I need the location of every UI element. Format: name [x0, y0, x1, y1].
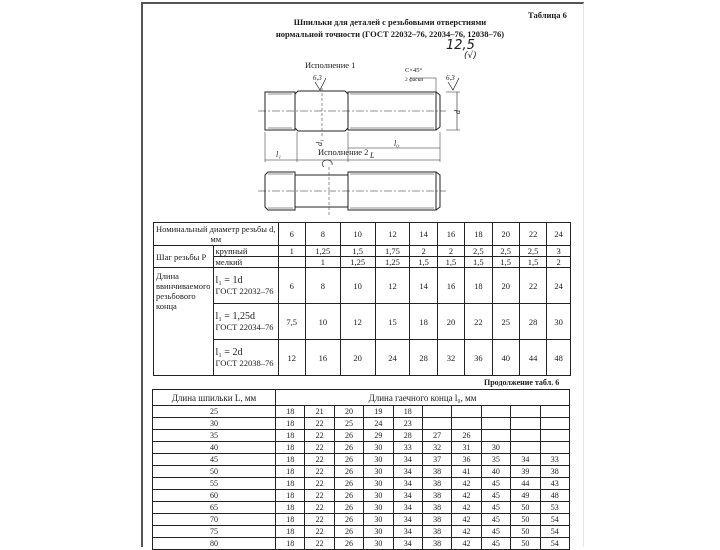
nut-end-length-cell: 54	[540, 514, 569, 526]
length-cell: 20	[340, 340, 375, 376]
nut-end-length-cell: 22	[305, 478, 334, 490]
dim-d-label: d	[453, 110, 462, 114]
nut-end-length-header: Длина гаечного конца l₀, мм	[276, 390, 570, 406]
roughness-check-icon: (√)	[464, 51, 477, 61]
nut-end-length-cell: 26	[334, 466, 363, 478]
nut-end-length-cell: 26	[334, 430, 363, 442]
length-cell: 10	[340, 268, 375, 304]
length-cell: 8	[305, 268, 340, 304]
stud-length-cell: 55	[153, 478, 276, 490]
diameter-cell: 18	[465, 223, 492, 246]
nut-end-length-cell: 34	[511, 454, 540, 466]
length-cell: 16	[305, 340, 340, 376]
diameter-cell: 20	[492, 223, 519, 246]
nut-end-length-cell: 30	[364, 514, 393, 526]
nut-end-length-cell: 38	[422, 514, 451, 526]
stud-length-cell: 45	[153, 454, 276, 466]
title-line-1: Шпильки для деталей с резьбовыми отверстиями	[293, 17, 487, 27]
table-row	[153, 514, 570, 526]
nut-end-length-cell: 42	[452, 514, 481, 526]
table-row	[153, 490, 570, 502]
gost-ref: ГОСТ 22032–76	[215, 285, 274, 296]
nut-end-length-cell	[511, 430, 540, 442]
nut-end-length-cell: 54	[540, 526, 569, 538]
nut-end-length-cell: 26	[452, 430, 481, 442]
diameter-cell: 6	[278, 223, 305, 246]
nut-end-length-cell: 18	[276, 418, 305, 430]
pitch-cell: 2	[547, 257, 571, 268]
nut-end-length-cell: 21	[305, 406, 334, 418]
nut-end-length-cell: 50	[511, 538, 540, 550]
nut-end-length-cell: 50	[511, 502, 540, 514]
nut-end-length-cell: 22	[305, 514, 334, 526]
length-cell: 36	[465, 340, 492, 376]
nut-end-length-cell: 18	[276, 502, 305, 514]
dim-d1-label: d₁	[315, 139, 324, 146]
nut-end-length-cell: 38	[422, 526, 451, 538]
length-cell: 16	[437, 268, 464, 304]
nut-end-length-cell: 34	[393, 526, 422, 538]
table-header-row	[153, 390, 570, 406]
nut-end-length-cell	[481, 418, 510, 430]
nut-end-length-cell	[481, 430, 510, 442]
nut-end-length-cell: 39	[511, 466, 540, 478]
nut-end-length-cell: 18	[276, 430, 305, 442]
pitch-cell: 1,75	[375, 246, 410, 257]
stud-length-cell: 50	[153, 466, 276, 478]
nut-end-length-cell: 18	[276, 538, 305, 550]
variant-1-label: Исполнение 1	[305, 60, 356, 70]
formula: l₁ = 1,25d	[215, 310, 255, 322]
nut-end-length-cell	[540, 442, 569, 454]
table-row	[154, 246, 571, 257]
length-cell: 12	[340, 304, 375, 340]
table-row	[154, 304, 571, 340]
nut-end-length-cell: 38	[422, 490, 451, 502]
surface-roughness-symbol	[446, 38, 477, 61]
nut-end-length-cell: 23	[393, 418, 422, 430]
nut-end-length-cell: 18	[393, 406, 422, 418]
nut-end-length-cell: 26	[334, 514, 363, 526]
pitch-cell: 3	[547, 246, 571, 257]
stud-length-cell: 30	[153, 418, 276, 430]
nut-end-length-cell: 42	[452, 538, 481, 550]
nut-end-length-cell: 45	[481, 538, 510, 550]
stud-length-cell: 75	[153, 526, 276, 538]
nut-end-length-cell: 30	[364, 466, 393, 478]
length-cell: 18	[410, 304, 437, 340]
nut-end-length-cell: 30	[481, 442, 510, 454]
pitch-cell: 1,5	[519, 257, 546, 268]
nut-end-length-cell: 30	[364, 490, 393, 502]
nut-end-length-cell: 27	[422, 430, 451, 442]
dim-L-label: L	[370, 151, 375, 160]
pitch-coarse-label: крупный	[213, 246, 278, 257]
table-row	[153, 478, 570, 490]
stud-drawing	[250, 60, 470, 220]
nut-end-length-cell: 33	[540, 454, 569, 466]
pitch-cell: 1,5	[465, 257, 492, 268]
nut-end-length-cell: 34	[393, 454, 422, 466]
pitch-cell: 2,5	[492, 246, 519, 257]
formula: l₁ = 1d	[215, 274, 243, 286]
length-cell: 20	[437, 304, 464, 340]
nut-end-length-cell: 45	[481, 502, 510, 514]
local-roughness-right: 6,3	[446, 74, 455, 82]
nut-end-length-cell: 37	[422, 454, 451, 466]
nut-end-length-cell	[481, 406, 510, 418]
nut-end-length-cell: 22	[305, 526, 334, 538]
length-cell: 20	[492, 268, 519, 304]
pitch-cell: 1	[278, 246, 305, 257]
nut-end-length-cell: 48	[540, 490, 569, 502]
formula-cell	[213, 268, 278, 304]
nut-end-length-cell: 45	[481, 478, 510, 490]
diameter-cell: 14	[410, 223, 437, 246]
gost-ref: ГОСТ 22038–76	[215, 357, 274, 368]
length-cell: 18	[465, 268, 492, 304]
nut-end-length-cell: 45	[481, 526, 510, 538]
continuation-label: Продолжение табл. 6	[484, 378, 560, 387]
nut-end-length-cell: 18	[276, 442, 305, 454]
nut-end-length-cell: 44	[511, 478, 540, 490]
stud-variant-2	[258, 160, 446, 217]
diameter-cell: 24	[547, 223, 571, 246]
nut-end-length-cell: 45	[481, 514, 510, 526]
nut-end-length-cell: 26	[334, 502, 363, 514]
stud-length-cell: 25	[153, 406, 276, 418]
nut-end-length-cell: 50	[511, 526, 540, 538]
nut-end-length-cell: 30	[364, 538, 393, 550]
table-row	[153, 406, 570, 418]
nut-end-length-cell: 22	[305, 418, 334, 430]
table-row	[154, 257, 571, 268]
nut-end-length-cell: 30	[364, 454, 393, 466]
nut-end-length-cell: 35	[481, 454, 510, 466]
dim-l1-label: l₁	[276, 150, 282, 159]
pitch-cell: 1,5	[340, 246, 375, 257]
nut-end-length-cell	[511, 418, 540, 430]
roughness-value: 12,5	[446, 38, 475, 53]
stud-length-cell: 35	[153, 430, 276, 442]
nut-end-length-cell: 19	[364, 406, 393, 418]
length-cell: 14	[410, 268, 437, 304]
nut-end-length-cell	[511, 406, 540, 418]
nut-end-length-cell: 42	[452, 526, 481, 538]
nut-end-length-cell: 30	[364, 478, 393, 490]
pitch-cell: 1,5	[410, 257, 437, 268]
table-row	[153, 418, 570, 430]
length-cell: 28	[519, 304, 546, 340]
diameter-cell: 8	[305, 223, 340, 246]
document-title	[240, 16, 540, 40]
length-cell: 22	[519, 268, 546, 304]
length-cell: 24	[547, 268, 571, 304]
nut-end-length-cell	[540, 418, 569, 430]
pitch-cell: 1,25	[375, 257, 410, 268]
diameter-cell: 10	[340, 223, 375, 246]
chamfer-label: C×45°	[405, 67, 423, 74]
nut-end-length-cell	[540, 406, 569, 418]
variant-2-label: Исполнение 2	[318, 147, 369, 157]
nominal-diameter-header: Номинальный диаметр резьбы d, мм	[154, 223, 279, 246]
length-cell: 28	[410, 340, 437, 376]
length-cell: 40	[492, 340, 519, 376]
nut-end-length-cell: 41	[452, 466, 481, 478]
pitch-cell: 2	[437, 246, 464, 257]
table-row	[154, 268, 571, 304]
length-cell: 22	[465, 304, 492, 340]
nut-end-length-cell: 42	[452, 502, 481, 514]
pitch-cell: 1	[305, 257, 340, 268]
stud-length-header: Длина шпильки L, мм	[153, 390, 276, 406]
nut-end-length-cell: 34	[393, 478, 422, 490]
local-roughness-left: 6,3	[313, 74, 322, 82]
nut-end-length-cell: 38	[422, 538, 451, 550]
nut-end-length-cell: 42	[452, 478, 481, 490]
nut-end-length-cell	[540, 430, 569, 442]
table-row	[153, 502, 570, 514]
nut-end-length-cell: 34	[393, 514, 422, 526]
stud-length-cell: 80	[153, 538, 276, 550]
nut-end-length-cell: 18	[276, 454, 305, 466]
pitch-cell: 1,25	[340, 257, 375, 268]
nut-end-length-cell: 38	[422, 466, 451, 478]
nut-end-length-cell: 30	[364, 442, 393, 454]
nut-end-length-cell: 30	[364, 502, 393, 514]
pitch-cell	[278, 257, 305, 268]
nut-end-length-cell: 28	[393, 430, 422, 442]
table-row	[154, 340, 571, 376]
stud-length-table	[152, 389, 570, 550]
length-cell: 24	[375, 340, 410, 376]
nut-end-length-cell: 18	[276, 526, 305, 538]
table-number: Таблица 6	[528, 10, 567, 20]
nut-end-length-cell: 22	[305, 454, 334, 466]
nut-end-length-cell: 43	[540, 478, 569, 490]
table-row	[153, 442, 570, 454]
nut-end-length-cell: 18	[276, 466, 305, 478]
nut-end-length-cell: 33	[393, 442, 422, 454]
length-cell: 12	[278, 340, 305, 376]
gost-ref: ГОСТ 22034–76	[215, 321, 274, 332]
nut-end-length-cell: 34	[393, 538, 422, 550]
nut-end-length-cell: 22	[305, 490, 334, 502]
stud-length-cell: 40	[153, 442, 276, 454]
pitch-cell: 2	[410, 246, 437, 257]
nut-end-length-cell: 26	[334, 538, 363, 550]
length-cell: 44	[519, 340, 546, 376]
stud-length-cell: 65	[153, 502, 276, 514]
nut-end-length-cell: 34	[393, 502, 422, 514]
table-row	[153, 526, 570, 538]
nut-end-length-cell: 22	[305, 430, 334, 442]
nut-end-length-cell: 42	[452, 490, 481, 502]
nut-end-length-cell: 18	[276, 490, 305, 502]
table-row	[153, 454, 570, 466]
length-cell: 15	[375, 304, 410, 340]
chamfer-sub-label: 2 фаски	[405, 77, 424, 83]
nut-end-length-cell: 25	[334, 418, 363, 430]
nut-end-length-cell: 34	[393, 490, 422, 502]
nut-end-length-cell: 30	[364, 526, 393, 538]
nut-end-length-cell: 26	[334, 442, 363, 454]
stud-length-cell: 70	[153, 514, 276, 526]
nut-end-length-cell: 22	[305, 442, 334, 454]
nut-end-length-cell: 26	[334, 478, 363, 490]
formula-cell	[213, 304, 278, 340]
diameter-cell: 22	[519, 223, 546, 246]
length-cell: 6	[278, 268, 305, 304]
nut-end-length-cell: 22	[305, 466, 334, 478]
table-row	[154, 223, 571, 246]
nut-end-length-cell	[422, 418, 451, 430]
length-cell: 7,5	[278, 304, 305, 340]
length-cell: 48	[547, 340, 571, 376]
nut-end-length-cell: 22	[305, 502, 334, 514]
pitch-cell: 1,5	[492, 257, 519, 268]
length-cell: 30	[547, 304, 571, 340]
nut-end-length-cell: 34	[393, 466, 422, 478]
nut-end-length-cell: 24	[364, 418, 393, 430]
nut-end-length-cell: 31	[452, 442, 481, 454]
nut-end-length-cell	[422, 406, 451, 418]
table-row	[153, 430, 570, 442]
pitch-cell: 2,5	[519, 246, 546, 257]
nut-end-length-cell	[452, 406, 481, 418]
nut-end-length-cell: 18	[276, 478, 305, 490]
formula-cell	[213, 340, 278, 376]
diameter-cell: 12	[375, 223, 410, 246]
nut-end-length-cell: 38	[422, 478, 451, 490]
nut-end-length-cell: 54	[540, 538, 569, 550]
length-cell: 10	[305, 304, 340, 340]
nut-end-length-cell: 38	[422, 502, 451, 514]
nut-end-length-cell: 18	[276, 406, 305, 418]
diameter-cell: 16	[437, 223, 464, 246]
stud-variant-1	[258, 78, 460, 162]
pitch-fine-label: мелкий	[213, 257, 278, 268]
dim-l0-label: l₀	[394, 139, 400, 148]
stud-length-cell: 60	[153, 490, 276, 502]
length-cell: 12	[375, 268, 410, 304]
nut-end-length-cell: 18	[276, 514, 305, 526]
pitch-label: Шаг резьбы P	[154, 246, 214, 268]
nut-end-length-cell: 49	[511, 490, 540, 502]
nut-end-length-cell: 29	[364, 430, 393, 442]
nut-end-length-cell: 26	[334, 490, 363, 502]
formula: l₁ = 2d	[215, 346, 243, 358]
pitch-cell: 1,25	[305, 246, 340, 257]
nut-end-length-cell: 20	[334, 406, 363, 418]
title-line-2: нормальной точности (ГОСТ 22032–76, 22034–76, 12038–76)	[275, 29, 505, 39]
nut-end-length-cell: 53	[540, 502, 569, 514]
nut-end-length-cell: 26	[334, 526, 363, 538]
nut-end-length-cell: 26	[334, 454, 363, 466]
nut-end-length-cell: 40	[481, 466, 510, 478]
table-row	[153, 466, 570, 478]
table-row	[153, 538, 570, 550]
nut-end-length-cell: 22	[305, 538, 334, 550]
nut-end-length-cell: 36	[452, 454, 481, 466]
screw-end-length-label: Длина ввинчиваемого резьбового конца	[154, 268, 214, 376]
pitch-cell: 1,5	[437, 257, 464, 268]
nut-end-length-cell: 38	[540, 466, 569, 478]
length-cell: 25	[492, 304, 519, 340]
length-cell: 32	[437, 340, 464, 376]
thread-parameters-table	[153, 222, 571, 376]
pitch-cell: 2,5	[465, 246, 492, 257]
nut-end-length-cell: 45	[481, 490, 510, 502]
nut-end-length-cell: 32	[422, 442, 451, 454]
nut-end-length-cell: 50	[511, 514, 540, 526]
nut-end-length-cell	[452, 418, 481, 430]
nut-end-length-cell	[511, 442, 540, 454]
